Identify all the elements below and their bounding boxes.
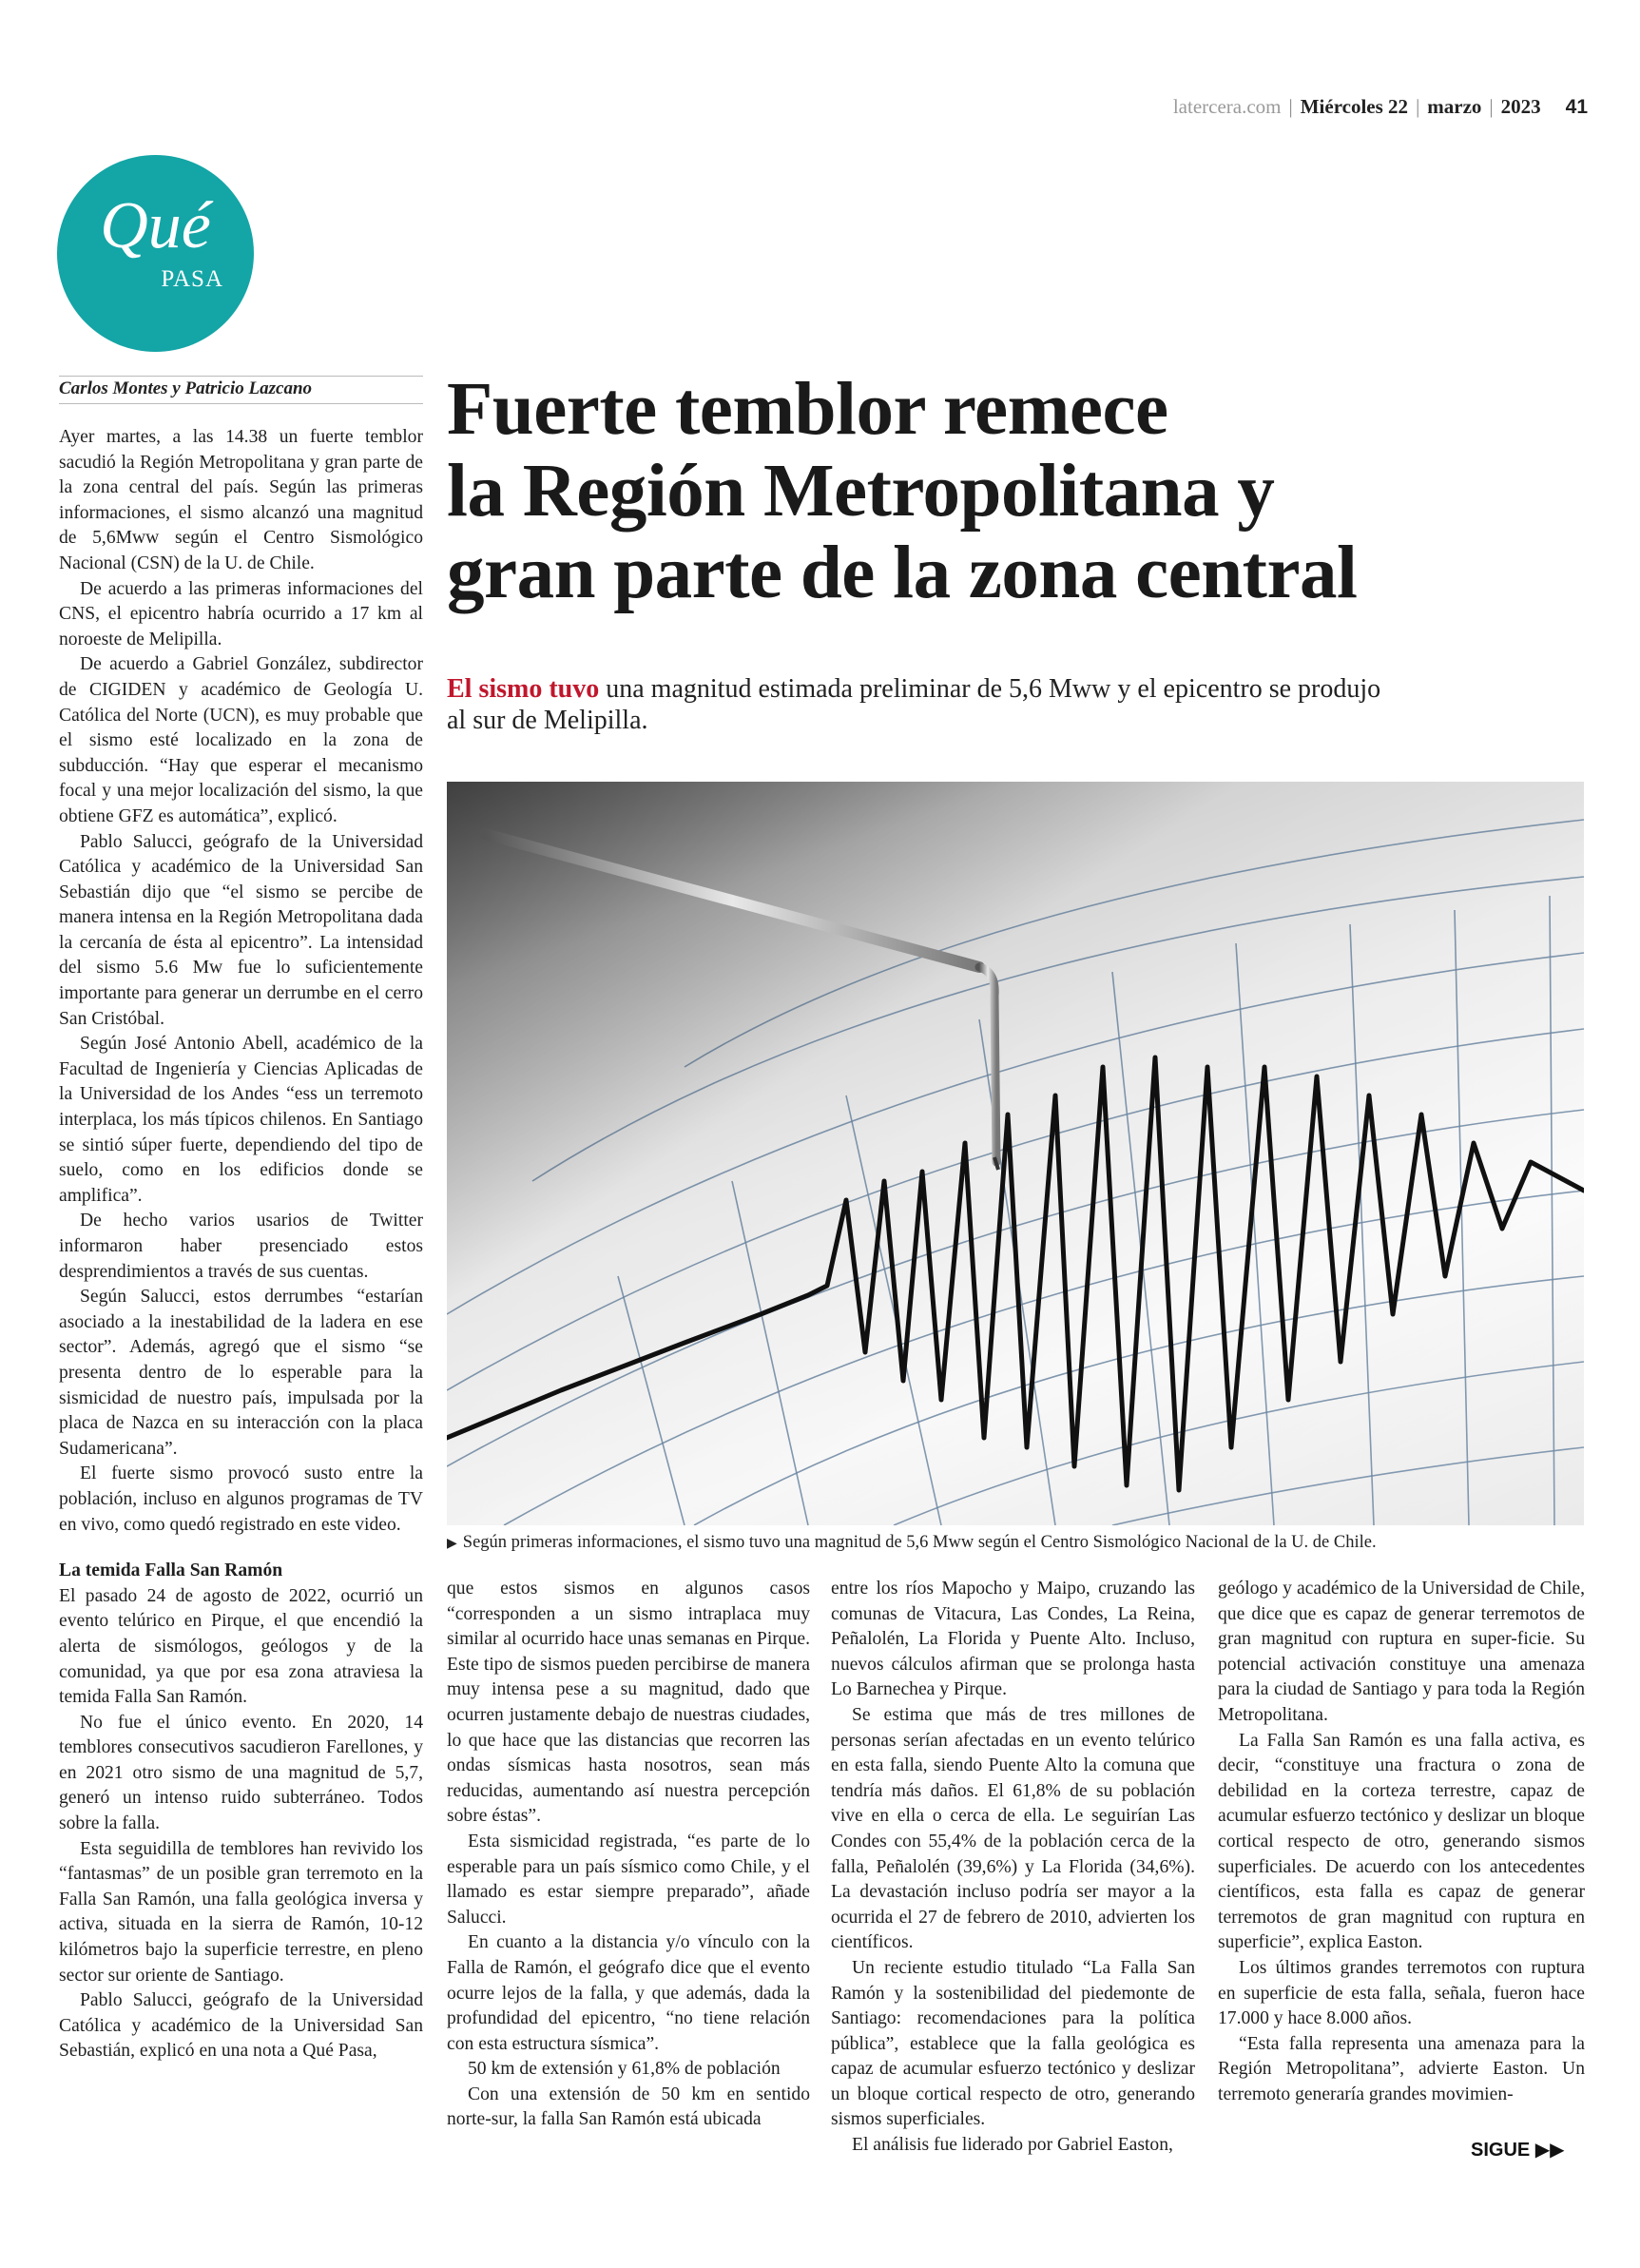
headline-line-1: Fuerte temblor remece (447, 368, 1168, 451)
headline-line-2: la Región Metropolitana y (447, 450, 1275, 533)
logo-pasa: PASA (161, 266, 223, 292)
date-month: marzo (1427, 95, 1482, 118)
caption-triangle-icon: ▶ (447, 1537, 457, 1551)
col3-paragraph: Se estima que más de tres millones de personas serían afectadas en un evento telúrico en esta falla, siendo Puente Alto la comuna que tendría más daños. El 61,8% de su población vive en ella o cerca de ella. Le seguirían Las Condes con 55,4% de la población cerca de la falla, Peñalolén (39,6%) y La Florida (34,6%). La devastación incluso podría ser mayor a la ocurrida el 27 de febrero de 2010, advierten los científicos. (831, 1704, 1195, 1953)
col4-paragraph: geólogo y académico de la Universidad de Chile, que dice que es capaz de generar terremotos de gran magnitud con ruptura en super-ficie. Su potencial activación constituye una amenaza para la ciudad de Santiago y para toda la Región Metropolitana. (1218, 1579, 1585, 1725)
deck-lead: El sismo tuvo (447, 674, 600, 704)
site-name: latercera.com (1172, 95, 1282, 118)
col1-paragraph: Pablo Salucci, geógrafo de la Universidad Católica y académico de la Universidad San Sebastián dijo que “el sismo se percibe de manera intensa en la Región Metropolitana dada la cercanía de ésta al epicentro”. La intensidad del sismo 5.6 Mw fue lo suficientemente importante para generar un derrumbe en el cerro San Cristóbal. (59, 831, 423, 1029)
col3-paragraph: Un reciente estudio titulado “La Falla San Ramón y la sostenibilidad del piedemonte de Santiago: recomendaciones para la política pública”, establece que la falla geológica es capaz de acumular esfuerzo tectónico y deslizar un bloque cortical respecto de otro, generando sismos superficiales. (831, 1957, 1195, 2130)
que-pasa-logo (57, 155, 254, 352)
col1-paragraph: De acuerdo a Gabriel González, subdirector de CIGIDEN y académico de Geología U. Católica del Norte (UCN), es muy probable que el sismo esté localizado en la zona de subducción. “Hay que esperar el mecanismo focal y una mejor localización del sismo, la que obtiene GFZ es automática”, explicó. (59, 654, 423, 826)
col1-paragraph: Pablo Salucci, geógrafo de la Universidad Católica y académico de la Universidad San Sebastián, explicó en una nota a Qué Pasa, (59, 1990, 423, 2062)
deck-rest: una magnitud estimada preliminar de 5,6 Mww y el epicentro se produjo al sur de Melipilla. (447, 674, 1381, 735)
col3-paragraph: entre los ríos Mapocho y Maipo, cruzando las comunas de Vitacura, Las Condes, La Reina, Peñalolén, La Florida y Puente Alto. Incluso, nuevos cálculos afirman que se prolonga hasta Lo Barnechea y Pirque. (831, 1579, 1195, 1700)
seismograph-illustration (447, 782, 1584, 1525)
col2-paragraph: Con una extensión de 50 km en sentido norte-sur, la falla San Ramón está ubicada (447, 2084, 810, 2130)
headline (447, 369, 1588, 614)
col2-paragraph: Esta sismicidad registrada, “es parte de lo esperable para un país sísmico como Chile, y el llamado es estar siempre preparado”, añade Salucci. (447, 1831, 810, 1928)
col4-paragraph: “Esta falla representa una amenaza para la Región Metropolitana”, advierte Easton. Un terremoto generaría grandes movimien- (1218, 2033, 1585, 2104)
col1-paragraph: El pasado 24 de agosto de 2022, ocurrió un evento telúrico en Pirque, el que encendió la alerta de sismólogos, geólogos y de la comunidad, ya que por esa zona atraviesa la temida Falla San Ramón. (59, 1585, 423, 1708)
headline-line-3: gran parte de la zona central (447, 532, 1358, 614)
col1-paragraph: Esta seguidilla de temblores han revivido los “fantasmas” de un posible gran terremoto en la Falla San Ramón, una falla geológica inversa y activa, situada en la sierra de Ramón, 10-12 kilómetros bajo la superficie terrestre, en pleno sector sur oriente de Santiago. (59, 1838, 423, 1986)
col1-paragraph: Según José Antonio Abell, académico de la Facultad de Ingeniería y Ciencias Aplicadas de la Universidad de los Andes “ess un terremoto interplaca, los más típicos chilenos. En Santiago se sintió súper fuerte, dependiendo del tipo de suelo, como en los edificios donde se amplifica”. (59, 1034, 423, 1206)
caption-text: Según primeras informaciones, el sismo tuvo una magnitud de 5,6 Mww según el Centro Sismológico Nacional de la U. de Chile. (462, 1533, 1377, 1552)
deck (447, 673, 1398, 736)
column-2 (447, 1577, 810, 2133)
col1-paragraph: Ayer martes, a las 14.38 un fuerte temblor sacudió la Región Metropolitana y gran parte de la zona central del país. Según las primeras informaciones, el sismo alcanzó una magnitud de 5,6Mww según el Centro Sismológico Nacional (CSN) de la U. de Chile. (59, 427, 423, 573)
photo-caption (447, 1533, 1588, 1553)
col1-paragraph: No fue el único evento. En 2020, 14 temblores consecutivos sacudieron Farellones, y en 2021 otro sismo de una magnitud de 5,7, generó un intenso ruido subterráneo. Todos sobre la falla. (59, 1712, 423, 1834)
byline: Carlos Montes y Patricio Lazcano (59, 378, 423, 404)
col2-paragraph: que estos sismos en algunos casos “corresponden a un sismo intraplaca muy similar al ocurrido hace unas semanas en Pirque. Este tipo de sismos pueden percibirse de manera muy intensa pese a su magnitud, dado que ocurren justamente debajo de nuestras ciudades, lo que hace que las distancias que recorren las ondas sísmicas hasta nosotros, sean más reducidas, aumentando así nuestra percepción sobre éstas”. (447, 1579, 810, 1827)
col1-paragraph: El fuerte sismo provocó susto entre la población, incluso en algunos programas de TV en vivo, como quedó registrado en este video. (59, 1464, 423, 1535)
col2-paragraph: En cuanto a la distancia y/o vínculo con la Falla de Ramón, el geógrafo dice que el evento ocurre lejos de la falla, y que además, dada la profundidad del epicentro, “no tiene relación con esta estructura sísmica”. (447, 1932, 810, 2054)
column-3 (831, 1577, 1195, 2159)
col2-subhead: 50 km de extensión y 61,8% de población (468, 2059, 781, 2080)
column-1 (59, 425, 423, 2064)
col1-paragraph: De acuerdo a las primeras informaciones del CNS, el epicentro habría ocurrido a 17 km al noroeste de Melipilla. (59, 578, 423, 649)
col4-paragraph: Los últimos grandes terremotos con ruptura en superficie de esta falla, señala, fueron hace 17.000 y hace 8.000 años. (1218, 1957, 1585, 2029)
byline-rule (59, 376, 423, 377)
col4-paragraph: La Falla San Ramón es una falla activa, es decir, “constituye una fractura o zona de debilidad en la corteza terrestre, capaz de acumular esfuerzo tectónico y deslizar un bloque cortical respecto de otro, generando sismos superficiales. De acuerdo con los antecedentes científicos, esta falla es capaz de generar terremotos de gran magnitud con ruptura en superficie”, explica Easton. (1218, 1730, 1585, 1953)
col1-paragraph: Según Salucci, estos derrumbes “estarían asociado a la inestabilidad de la ladera en ese sector”. Además, agregó que el sismo “se presenta dentro de lo esperable para la sismicidad de nuestro país, impulsada por la placa de Nazca en su interacción con la placa Sudamericana”. (59, 1287, 423, 1459)
column-4 (1218, 1577, 1585, 2107)
col1-paragraph: De hecho varios usarios de Twitter informaron haber presenciado estos desprendimientos a través de sus cuentas. (59, 1211, 423, 1282)
page-header: latercera.com | Miércoles 22 | marzo | 2023 41 (1172, 95, 1588, 118)
subhead-falla-san-ramon: La temida Falla San Ramón (59, 1560, 283, 1581)
date-year: 2023 (1500, 95, 1541, 118)
seismograph-photo (447, 782, 1584, 1525)
date-day: Miércoles 22 (1300, 95, 1409, 118)
continues-indicator: SIGUE ▶▶ (1471, 2140, 1565, 2161)
logo-que: Qué (100, 189, 211, 262)
col3-paragraph: El análisis fue liderado por Gabriel Easton, (852, 2135, 1173, 2156)
page-number: 41 (1565, 96, 1588, 118)
